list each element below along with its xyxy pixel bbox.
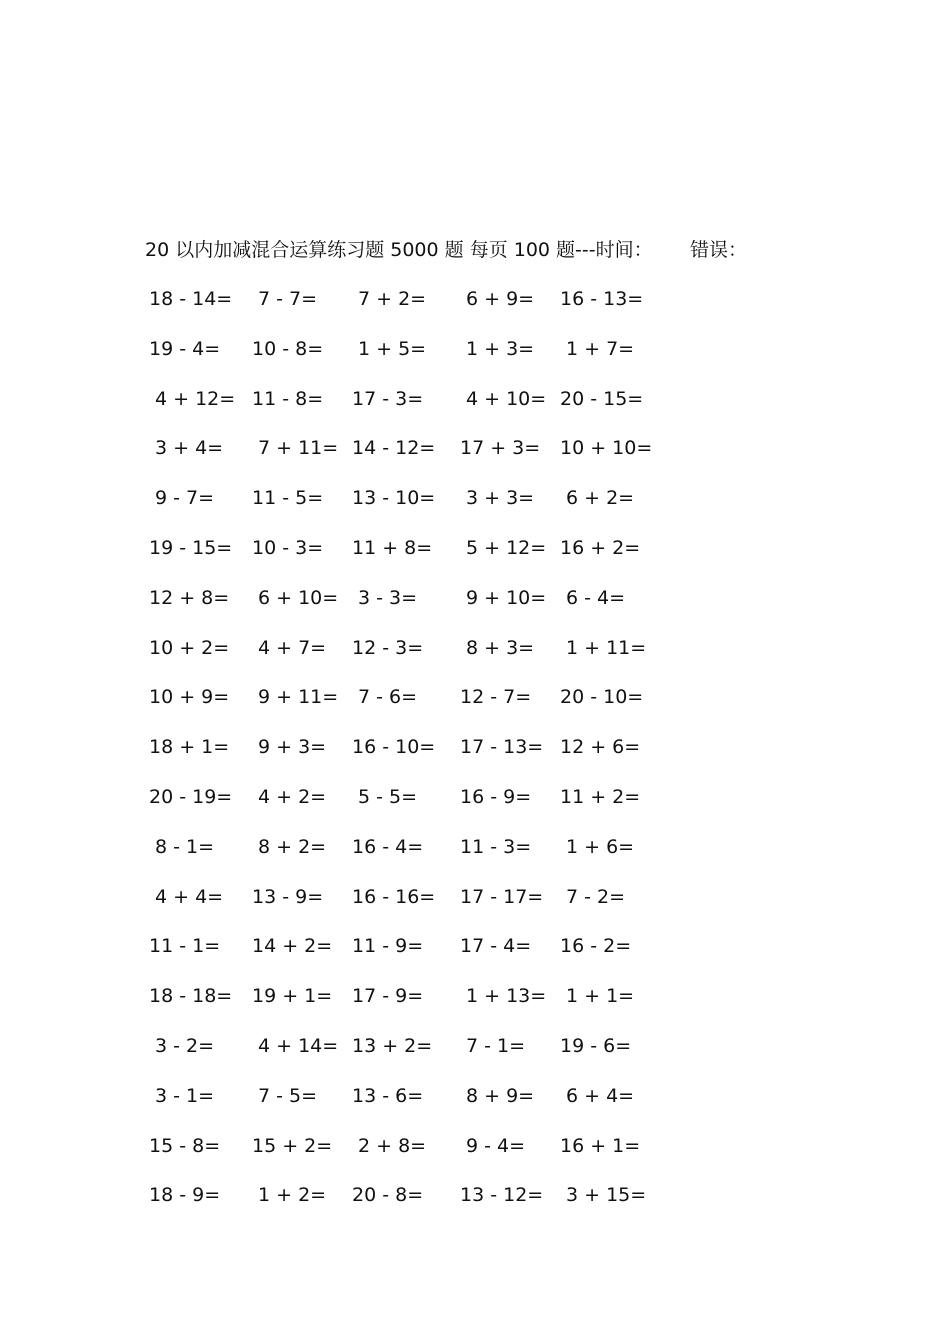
math-problem: 14 - 12=: [352, 437, 436, 460]
math-problem: 16 + 1=: [560, 1134, 641, 1157]
math-problem: 4 + 12=: [155, 387, 236, 410]
math-problem: 16 - 9=: [460, 786, 532, 808]
math-problem: 11 + 8=: [352, 537, 433, 559]
math-problem: 10 + 9=: [149, 686, 230, 709]
math-problem: 6 + 10=: [258, 586, 339, 609]
math-problem: 8 - 1=: [155, 835, 215, 858]
math-problem: 11 - 8=: [252, 387, 324, 410]
math-problem: 13 + 2=: [352, 1035, 433, 1057]
math-problem: 3 - 2=: [155, 1035, 215, 1057]
worksheet-title: 20 以内加减混合运算练习题 5000 题 每页 100 题---时间：: [145, 239, 653, 261]
math-problem: 16 - 16=: [352, 885, 436, 908]
math-problem: 4 + 4=: [155, 885, 224, 908]
math-problem: 4 + 7=: [258, 636, 327, 659]
math-problem: 1 + 7=: [566, 337, 635, 360]
math-problem: 16 + 2=: [560, 537, 641, 559]
math-problem: 16 - 13=: [560, 288, 644, 310]
math-problem: 1 + 1=: [566, 985, 635, 1008]
math-problem: 8 + 2=: [258, 835, 327, 858]
math-problem: 1 + 2=: [258, 1184, 327, 1207]
errors-label: 错误：: [690, 239, 748, 261]
math-problem: 12 + 8=: [149, 586, 230, 609]
math-problem: 18 - 18=: [149, 985, 233, 1008]
math-problem: 6 + 9=: [466, 288, 535, 310]
math-problem: 19 - 4=: [149, 337, 221, 360]
math-problem: 3 + 3=: [466, 487, 535, 510]
math-problem: 3 - 1=: [155, 1084, 215, 1107]
math-problem: 11 - 1=: [149, 935, 221, 958]
math-problem: 10 + 10=: [560, 437, 653, 460]
math-problem: 11 - 5=: [252, 487, 324, 510]
math-problem: 18 - 9=: [149, 1184, 221, 1207]
math-problem: 10 + 2=: [149, 636, 230, 659]
math-problem: 9 + 3=: [258, 736, 327, 759]
math-problem: 18 - 14=: [149, 288, 233, 310]
math-problem: 3 - 3=: [358, 586, 418, 609]
math-problem: 1 + 6=: [566, 835, 635, 858]
math-problem: 17 - 3=: [352, 387, 424, 410]
math-problem: 14 + 2=: [252, 935, 333, 958]
math-problem: 7 - 1=: [466, 1035, 526, 1057]
math-problem: 13 - 9=: [252, 885, 324, 908]
math-problem: 6 + 4=: [566, 1084, 635, 1107]
math-problem: 16 - 10=: [352, 736, 436, 759]
math-problem: 7 + 2=: [358, 288, 427, 310]
math-problem: 5 + 12=: [466, 537, 547, 559]
math-problem: 7 - 2=: [566, 885, 626, 908]
math-problem: 7 - 5=: [258, 1084, 318, 1107]
math-problem: 11 + 2=: [560, 786, 641, 808]
math-problem: 7 - 6=: [358, 686, 418, 709]
math-problem: 18 + 1=: [149, 736, 230, 759]
math-problem: 7 - 7=: [258, 288, 318, 310]
math-problem: 9 + 11=: [258, 686, 339, 709]
math-problem: 1 + 5=: [358, 337, 427, 360]
math-problem: 1 + 3=: [466, 337, 535, 360]
math-problem: 6 + 2=: [566, 487, 635, 510]
math-problem: 1 + 11=: [566, 636, 647, 659]
math-problem: 16 - 2=: [560, 935, 632, 958]
math-problem: 20 - 15=: [560, 387, 644, 410]
math-problem: 4 + 2=: [258, 786, 327, 808]
math-problem: 17 - 17=: [460, 885, 544, 908]
math-problem: 3 + 15=: [566, 1184, 647, 1207]
math-problem: 20 - 19=: [149, 786, 233, 808]
math-problem: 13 - 10=: [352, 487, 436, 510]
math-problem: 9 - 4=: [466, 1134, 526, 1157]
math-problem: 5 - 5=: [358, 786, 418, 808]
math-problem: 2 + 8=: [358, 1134, 427, 1157]
math-problem: 10 - 3=: [252, 537, 324, 559]
math-problem: 17 - 13=: [460, 736, 544, 759]
math-problem: 19 - 6=: [560, 1035, 632, 1057]
math-problem: 9 - 7=: [155, 487, 215, 510]
math-problem: 4 + 10=: [466, 387, 547, 410]
math-problem: 1 + 13=: [466, 985, 547, 1008]
math-problem: 12 - 7=: [460, 686, 532, 709]
math-problem: 15 + 2=: [252, 1134, 333, 1157]
math-problem: 11 - 3=: [460, 835, 532, 858]
math-problem: 12 - 3=: [352, 636, 424, 659]
math-problem: 4 + 14=: [258, 1035, 339, 1057]
math-problem: 11 - 9=: [352, 935, 424, 958]
math-problem: 15 - 8=: [149, 1134, 221, 1157]
math-problem: 17 + 3=: [460, 437, 541, 460]
math-problem: 9 + 10=: [466, 586, 547, 609]
math-problem: 19 + 1=: [252, 985, 333, 1008]
math-problem: 19 - 15=: [149, 537, 233, 559]
math-problem: 3 + 4=: [155, 437, 224, 460]
math-problem: 12 + 6=: [560, 736, 641, 759]
math-problem: 7 + 11=: [258, 437, 339, 460]
math-problem: 13 - 6=: [352, 1084, 424, 1107]
math-problem: 8 + 3=: [466, 636, 535, 659]
math-problem: 17 - 9=: [352, 985, 424, 1008]
math-problem: 17 - 4=: [460, 935, 532, 958]
math-problem: 8 + 9=: [466, 1084, 535, 1107]
math-problem: 16 - 4=: [352, 835, 424, 858]
math-problem: 6 - 4=: [566, 586, 626, 609]
math-problem: 13 - 12=: [460, 1184, 544, 1207]
math-problem: 20 - 10=: [560, 686, 644, 709]
math-problem: 10 - 8=: [252, 337, 324, 360]
math-problem: 20 - 8=: [352, 1184, 424, 1207]
